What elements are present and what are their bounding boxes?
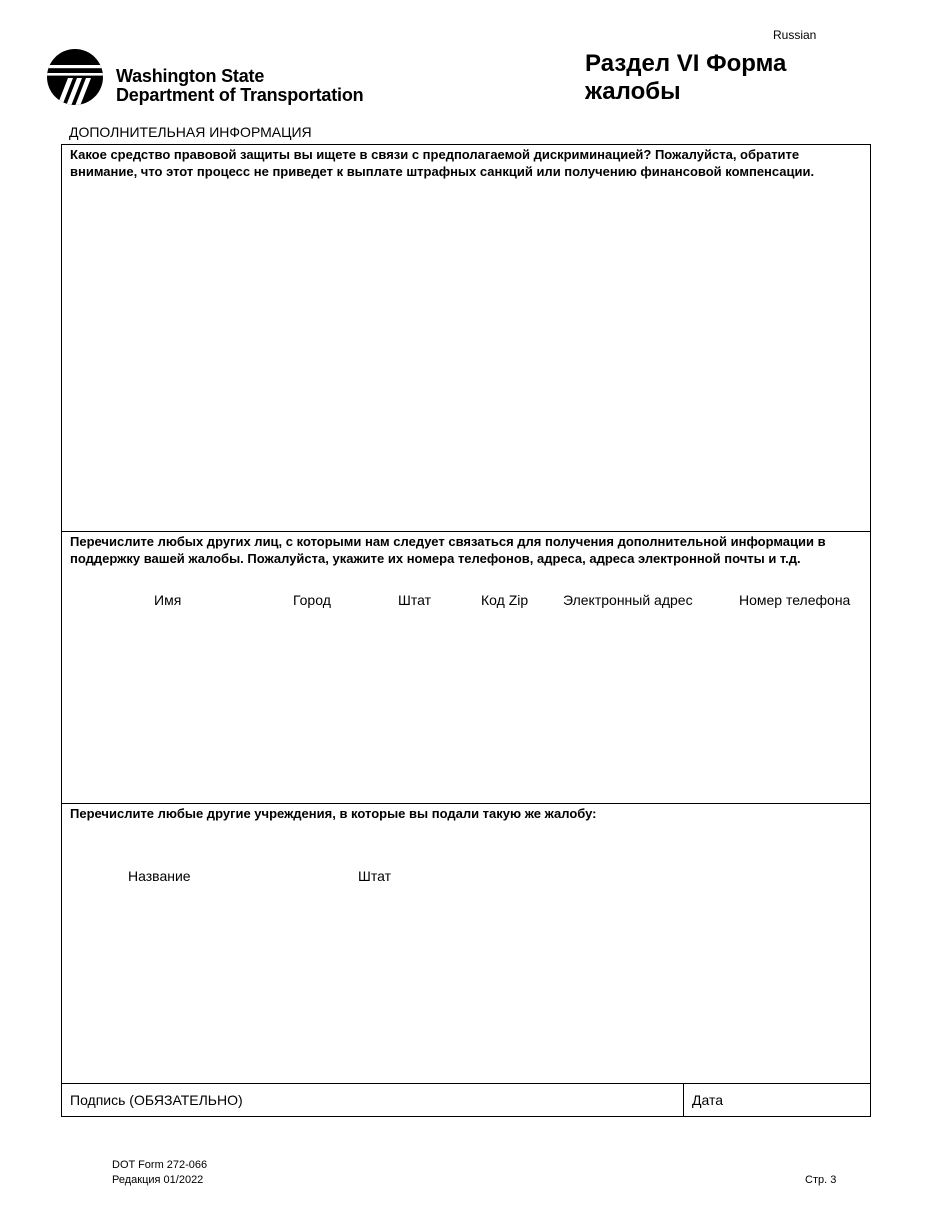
signature-label: Подпись (ОБЯЗАТЕЛЬНО) — [70, 1092, 243, 1108]
column-agency-state: Штат — [358, 868, 391, 884]
form-info — [112, 1158, 207, 1188]
language-label: Russian — [773, 28, 817, 42]
remedy-question: Какое средство правовой защиты вы ищете в связи с предполагаемой дискриминацией? Пожалуйста, обратите внимание, что этот процесс не приведет к выплате штрафных санкций или получению финансовой компенсации. — [70, 147, 815, 179]
date-label: Дата — [692, 1092, 724, 1108]
section-label: ДОПОЛНИТЕЛЬНАЯ ИНФОРМАЦИЯ — [69, 124, 312, 140]
column-state: Штат — [398, 592, 431, 608]
form-number: DOT Form 272-066 — [112, 1159, 208, 1171]
wsdot-logo-icon — [46, 48, 104, 106]
column-name: Имя — [154, 592, 182, 608]
column-email: Электронный адрес — [563, 592, 693, 608]
signature-row — [61, 1083, 871, 1117]
remedy-field[interactable] — [61, 144, 871, 532]
column-phone: Номер телефона — [739, 592, 851, 608]
form-revision: Редакция 01/2022 — [112, 1174, 204, 1186]
wsdot-logo — [46, 48, 406, 108]
column-city: Город — [293, 592, 331, 608]
org-name-line2: Department of Transportation — [116, 85, 364, 105]
page-number: Стр. 3 — [805, 1174, 837, 1186]
page-title: Раздел VI Форма жалобы — [585, 50, 787, 105]
contacts-field[interactable] — [61, 531, 871, 804]
column-agency-name: Название — [128, 868, 191, 884]
column-zip: Код Zip — [481, 592, 529, 608]
date-field[interactable] — [683, 1084, 724, 1116]
org-name-line1: Washington State — [116, 66, 265, 86]
agencies-field[interactable] — [61, 803, 871, 1084]
agencies-question: Перечислите любые другие учреждения, в которые вы подали такую же жалобу: — [70, 806, 597, 821]
contacts-question: Перечислите любых других лиц, с которыми нам следует связаться для получения дополнительной информации в поддержку вашей жалобы. Пожалуйста, укажите их номера телефонов, адреса, адреса электронной почты и т.д. — [70, 534, 826, 566]
